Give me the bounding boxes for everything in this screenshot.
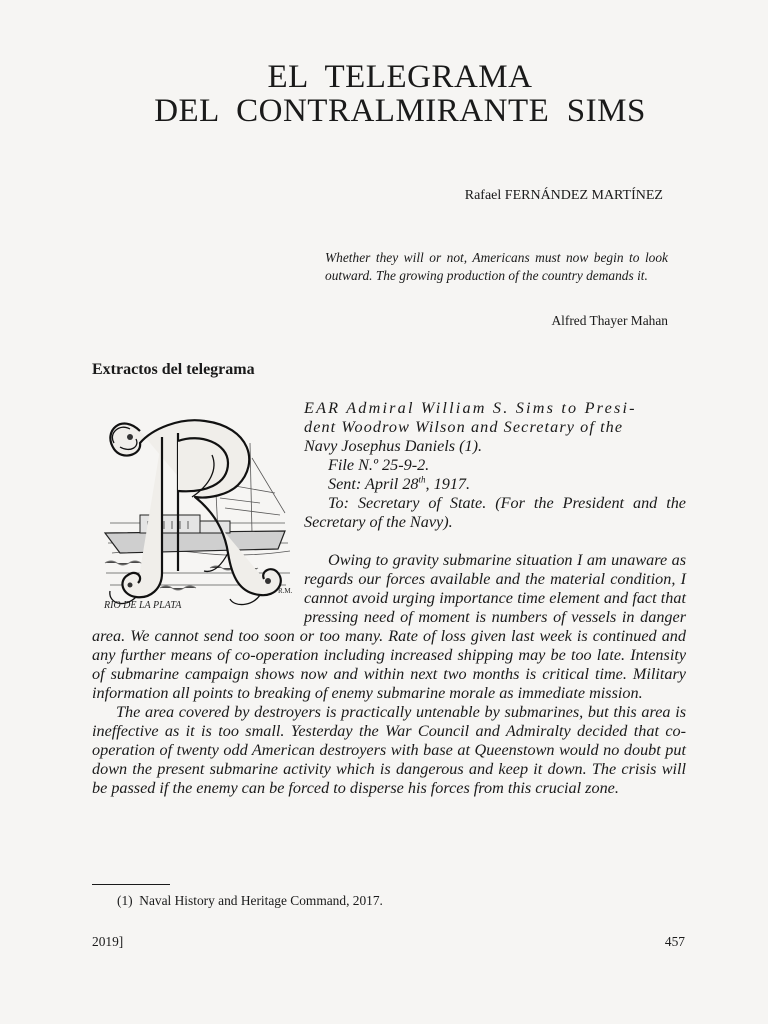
drop-cap-illustration (100, 403, 295, 613)
title-line-1: EL TELEGRAMA (267, 59, 533, 95)
svg-text:R.M.: R.M. (278, 587, 293, 595)
telegram-file: File N.º 25-9-2. (328, 456, 430, 474)
telegram-heading-line-1: EAR Admiral William S. Sims to Presi- (304, 399, 637, 417)
telegram-heading-line-3: Navy Josephus Daniels (1). (304, 437, 483, 455)
telegram-paragraph-1: Owing to gravity submarine situation I am unaware as regards our forces available and the material condition, I cannot avoid urging importance time element and fact that pressing need of moment is numbers of vessels in danger area. We cannot send too soon or too many. Rate of loss given last week is continued and any further means of co-operation including increased shipping may be too late. Intensity of submarine campaign shows now and within next two months is critical time. Military information all points to breaking of enemy submarine morale as immediate mission. (92, 551, 686, 702)
footnote-rule (92, 884, 170, 885)
drop-cap-caption: RIO DE LA PLATA (104, 600, 182, 611)
page-number: 457 (664, 934, 685, 949)
section-heading: Extractos del telegrama (92, 361, 255, 378)
folio-year: 2019] (92, 934, 124, 949)
epigraph-quote: Whether they will or not, Americans must now begin to look outward. The growing production of the country demands it. (325, 250, 668, 283)
epigraph-author: Alfred Thayer Mahan (551, 313, 668, 328)
telegram-heading-line-2: dent Woodrow Wilson and Secretary of the (304, 418, 624, 436)
page-title (0, 60, 768, 128)
telegram-paragraph-2: The area covered by destroyers is practically untenable by submarines, but this area is ineffective as it is too small. Yesterday the War Council and Admiralty decided that co-operation of twenty odd American destroyers with base at Queenstown would no doubt put down the present submarine activity which is dangerous and keep it down. The crisis will be passed if the enemy can be forced to disperse his forces from this crucial zone. (92, 703, 686, 797)
author-name: Rafael FERNÁNDEZ MARTÍNEZ (464, 188, 663, 203)
title-line-2: DEL CONTRALMIRANTE SIMS (154, 93, 646, 129)
telegram-sent-prefix: Sent: April 28 (328, 475, 419, 493)
footnote: (1) Naval History and Heritage Command, 2017. (117, 893, 383, 908)
telegram-to: To: Secretary of State. (For the President and the Secretary of the Navy). (304, 494, 686, 531)
telegram-sent-suffix: , 1917. (425, 475, 471, 493)
telegram-sent-sup: th (418, 474, 426, 485)
